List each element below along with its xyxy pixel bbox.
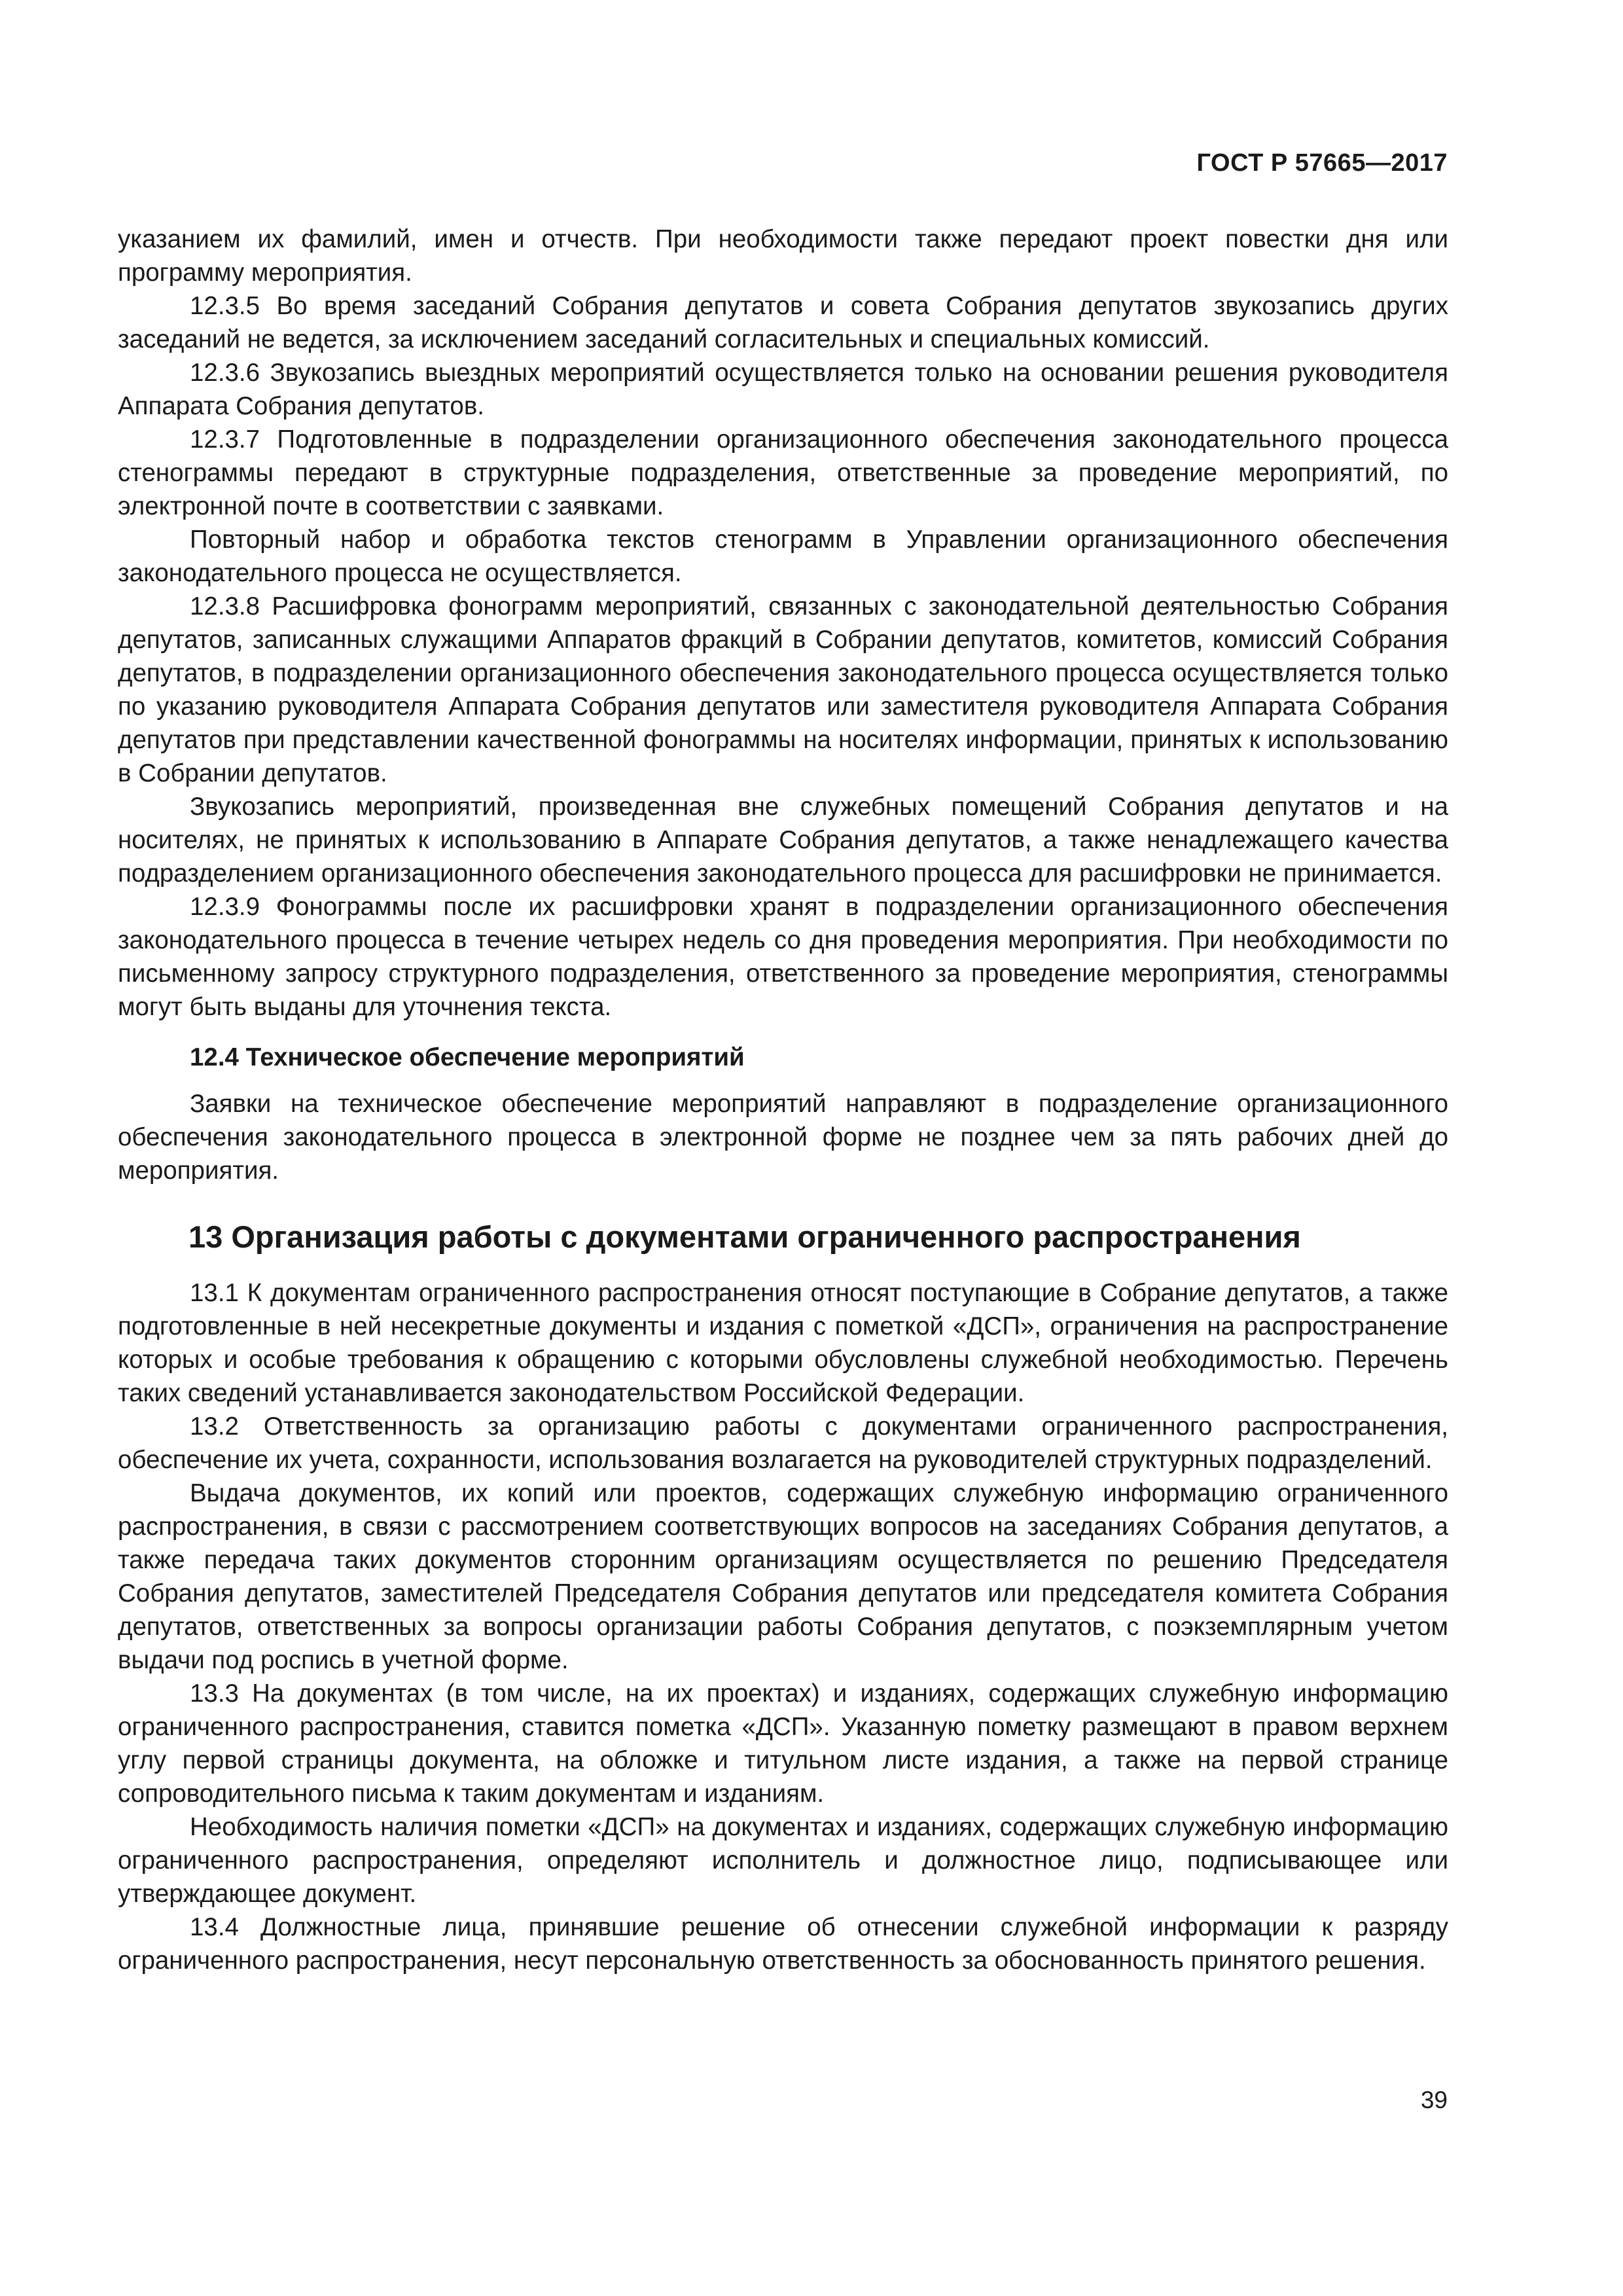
paragraph: 12.3.5 Во время заседаний Собрания депутатов и совета Собрания депутатов звукозапись других заседаний не ведется, за исключением заседаний согласительных и специальных комиссий. xyxy=(118,292,1448,353)
paragraph: 13.4 Должностные лица, принявшие решение об отнесении служебной информации к разряду ограниченного распространения, несут персональную ответственность за обоснованность принятого решения. xyxy=(118,1913,1448,1975)
section-heading: 13 Организация работы с документами ограниченного распространения xyxy=(188,1219,1301,1254)
paragraph: указанием их фамилий, имен и отчеств. При необходимости также передают проект повестки дня или программу мероприятия. xyxy=(118,225,1448,287)
paragraph: Выдача документов, их копий или проектов, содержащих служебную информацию ограниченного распространения, в связи с рассмотрением соответствующих вопросов на заседаниях Собрания депутатов, а также передача таких документов сторонним организациям осуществляется по решению Председателя Собрания депутатов, заместителей Председателя Собрания депутатов или председателя комитета Собрания депутатов, ответственных за вопросы организации работы Собрания депутатов, с поэкземплярным учетом выдачи под роспись в учетной форме. xyxy=(118,1479,1448,1674)
paragraph: 12.3.7 Подготовленные в подразделении организационного обеспечения законодательного процесса стенограммы передают в структурные подразделения, ответственные за проведение мероприятий, по электронной почте в соответствии с заявками. xyxy=(118,425,1448,520)
document-header: ГОСТ Р 57665—2017 xyxy=(1196,149,1448,177)
paragraph: 13.1 К документам ограниченного распространения относят поступающие в Собрание депутатов, а также подготовленные в ней несекретные документы и издания с пометкой «ДСП», ограничения на распространение которых и особые требования к обращению с которыми обусловлены служебной необходимостью. Перечень таких сведений устанавливается законодательством Российской Федерации. xyxy=(118,1279,1448,1407)
paragraph: 12.3.9 Фонограммы после их расшифровки хранят в подразделении организационного обеспечения законодательного процесса в течение четырех недель со дня проведения мероприятия. При необходимости по письменному запросу структурного подразделения, ответственного за проведение мероприятия, стенограммы могут быть выданы для уточнения текста. xyxy=(118,893,1448,1021)
document-body xyxy=(118,223,1448,1977)
paragraph: 12.3.8 Расшифровка фонограмм мероприятий, связанных с законодательной деятельностью Собрания депутатов, записанных служащими Аппаратов фракций в Собрании депутатов, комитетов, комиссий Собрания депутатов, в подразделении организационного обеспечения законодательного процесса осуществляется только по указанию руководителя Аппарата Собрания депутатов или заместителя руководителя Аппарата Собрания депутатов при представлении качественной фонограммы на носителях информации, принятых к использованию в Собрании депутатов. xyxy=(118,592,1448,787)
paragraph: Необходимость наличия пометки «ДСП» на документах и изданиях, содержащих служебную информацию ограниченного распространения, определяют исполнитель и должностное лицо, подписывающее или утверждающее документ. xyxy=(118,1813,1448,1908)
paragraph: Повторный набор и обработка текстов стенограмм в Управлении организационного обеспечения законодательного процесса не осуществляется. xyxy=(118,526,1448,587)
paragraph: Заявки на техническое обеспечение мероприятий направляют в подразделение организационного обеспечения законодательного процесса в электронной форме не позднее чем за пять рабочих дней до мероприятия. xyxy=(118,1090,1448,1185)
paragraph: 13.2 Ответственность за организацию работы с документами ограниченного распространения, обеспечение их учета, сохранности, использования возлагается на руководителей структурных подразделений. xyxy=(118,1412,1448,1474)
paragraph: 12.3.6 Звукозапись выездных мероприятий осуществляется только на основании решения руководителя Аппарата Собрания депутатов. xyxy=(118,359,1448,420)
subsection-heading: 12.4 Техническое обеспечение мероприятий xyxy=(190,1043,745,1071)
paragraph: 13.3 На документах (в том числе, на их проектах) и изданиях, содержащих служебную информацию ограниченного распространения, ставится пометка «ДСП». Указанную пометку размещают в правом верхнем углу первой страницы документа, на обложке и титульном листе издания, а также на первой странице сопроводительного письма к таким документам и изданиям. xyxy=(118,1679,1448,1808)
paragraph: Звукозапись мероприятий, произведенная вне служебных помещений Собрания депутатов и на носителях, не принятых к использованию в Аппарате Собрания депутатов, а также ненадлежащего качества подразделением организационного обеспечения законодательного процесса для расшифровки не принимается. xyxy=(118,793,1448,888)
page-number: 39 xyxy=(1420,2087,1448,2113)
